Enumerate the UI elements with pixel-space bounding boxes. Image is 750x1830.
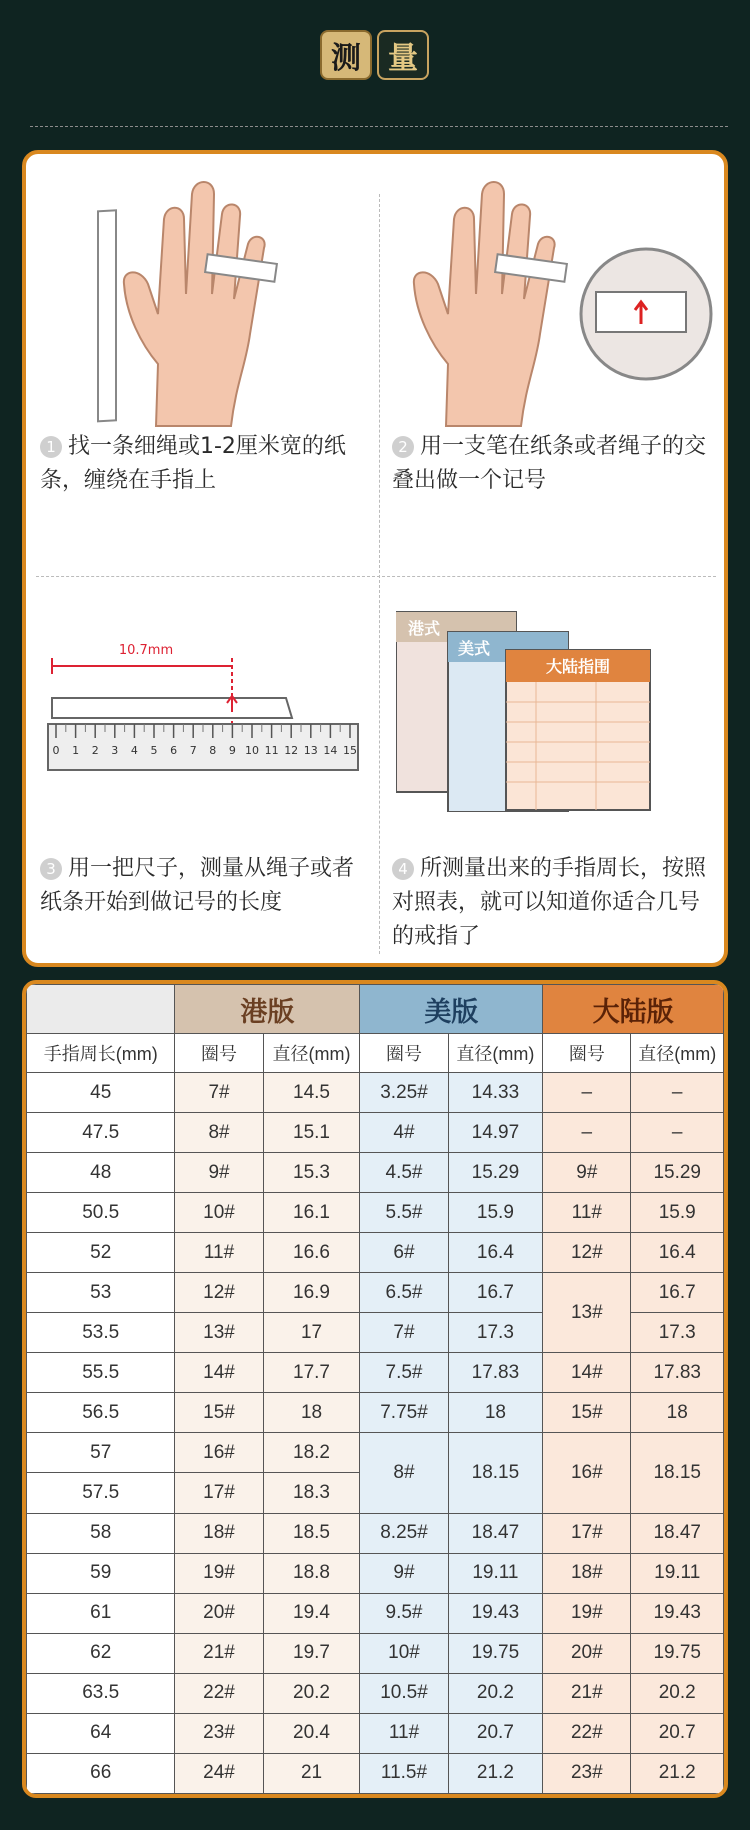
hk-size-cell: 10#: [175, 1193, 263, 1233]
ruler-tick-label: 4: [130, 744, 138, 757]
cn-diameter-cell: 16.7: [631, 1273, 724, 1313]
finger-length-cell: 58: [27, 1513, 175, 1553]
step-text: 所测量出来的手指周长，按照对照表，就可以知道你适合几号的戒指了: [392, 856, 707, 949]
cn-size-cell: 9#: [543, 1153, 631, 1193]
hk-size-cell: 9#: [175, 1153, 263, 1193]
hk-size-cell: 18#: [175, 1513, 263, 1553]
hk-diameter-cell: 15.1: [263, 1113, 360, 1153]
finger-length-cell: 52: [27, 1233, 175, 1273]
us-size-cell: 7.75#: [360, 1393, 448, 1433]
hk-size-cell: 8#: [175, 1113, 263, 1153]
cn-size-cell: 15#: [543, 1393, 631, 1433]
ruler-tick-label: 1: [72, 744, 80, 757]
table-row: [27, 1713, 724, 1753]
finger-length-cell: 55.5: [27, 1353, 175, 1393]
hand-icon: [414, 182, 555, 426]
col-cn-diameter: 直径(mm): [631, 1034, 724, 1073]
us-size-cell: 4.5#: [360, 1153, 448, 1193]
table-row: [27, 1633, 724, 1673]
us-size-cell: 9.5#: [360, 1593, 448, 1633]
hk-diameter-cell: 20.2: [263, 1673, 360, 1713]
step-3: [40, 852, 360, 920]
cn-size-cell: 16#: [543, 1433, 631, 1513]
finger-length-cell: 64: [27, 1713, 175, 1753]
table-row: [27, 1273, 724, 1313]
cn-size-cell: 17#: [543, 1513, 631, 1553]
ruler-tick-label: 3: [111, 744, 119, 757]
ruler-illustration: [46, 624, 366, 784]
hk-diameter-cell: 17: [263, 1313, 360, 1353]
hk-diameter-cell: 18.5: [263, 1513, 360, 1553]
hk-diameter-cell: 16.6: [263, 1233, 360, 1273]
us-size-cell: 8#: [360, 1433, 448, 1513]
finger-length-cell: 63.5: [27, 1673, 175, 1713]
hk-size-cell: 21#: [175, 1633, 263, 1673]
hk-diameter-cell: 18: [263, 1393, 360, 1433]
us-size-cell: 4#: [360, 1113, 448, 1153]
us-chart-label: 美式: [458, 639, 491, 658]
hk-size-cell: 23#: [175, 1713, 263, 1753]
finger-length-cell: 57.5: [27, 1473, 175, 1513]
table-row: [27, 1433, 724, 1473]
cn-size-cell: 21#: [543, 1673, 631, 1713]
finger-length-cell: 57: [27, 1433, 175, 1473]
us-diameter-cell: 17.3: [448, 1313, 543, 1353]
finger-length-cell: 56.5: [27, 1393, 175, 1433]
cn-diameter-cell: 18.47: [631, 1513, 724, 1553]
us-size-cell: 5.5#: [360, 1193, 448, 1233]
us-size-cell: 7#: [360, 1313, 448, 1353]
finger-length-cell: 61: [27, 1593, 175, 1633]
cn-diameter-cell: 19.75: [631, 1633, 724, 1673]
cn-diameter-cell: 15.29: [631, 1153, 724, 1193]
hk-size-cell: 20#: [175, 1593, 263, 1633]
step-number: 4: [392, 858, 414, 880]
size-charts-illustration: [396, 602, 716, 812]
header: [0, 0, 750, 120]
finger-length-cell: 59: [27, 1553, 175, 1593]
cn-size-cell: 11#: [543, 1193, 631, 1233]
finger-length-cell: 62: [27, 1633, 175, 1673]
cn-size-cell: –: [543, 1113, 631, 1153]
ruler-tick-label: 6: [170, 744, 178, 757]
table-row: [27, 1073, 724, 1113]
paper-strip-icon: [98, 210, 116, 421]
cn-size-cell: 14#: [543, 1353, 631, 1393]
cn-diameter-cell: 19.43: [631, 1593, 724, 1633]
table-row: [27, 1553, 724, 1593]
hk-diameter-cell: 18.3: [263, 1473, 360, 1513]
table-row: [27, 1193, 724, 1233]
ruler-tick-label: 14: [323, 744, 338, 757]
cn-diameter-cell: 17.83: [631, 1353, 724, 1393]
us-diameter-cell: 18.47: [448, 1513, 543, 1553]
us-diameter-cell: 19.75: [448, 1633, 543, 1673]
hk-size-cell: 11#: [175, 1233, 263, 1273]
us-size-cell: 7.5#: [360, 1353, 448, 1393]
us-size-cell: 6.5#: [360, 1273, 448, 1313]
hk-size-cell: 22#: [175, 1673, 263, 1713]
ruler-tick-label: 2: [91, 744, 99, 757]
title-char-2: 量: [377, 30, 429, 80]
table-row: [27, 1233, 724, 1273]
cn-diameter-cell: 18.15: [631, 1433, 724, 1513]
hk-size-cell: 19#: [175, 1553, 263, 1593]
step-number: 3: [40, 858, 62, 880]
hk-diameter-cell: 18.8: [263, 1553, 360, 1593]
finger-length-cell: 45: [27, 1073, 175, 1113]
table-row: [27, 1593, 724, 1633]
divider-horizontal: [36, 576, 716, 577]
table-row: [27, 1113, 724, 1153]
us-size-cell: 10#: [360, 1633, 448, 1673]
us-diameter-cell: 15.9: [448, 1193, 543, 1233]
col-finger-length: 手指周长(mm): [27, 1034, 175, 1073]
cn-diameter-cell: 18: [631, 1393, 724, 1433]
step-text: 找一条细绳或1-2厘米宽的纸条，缠绕在手指上: [40, 434, 346, 493]
group-cn: 大陆版: [543, 985, 724, 1034]
hk-diameter-cell: 20.4: [263, 1713, 360, 1753]
title-char-1: 测: [320, 30, 372, 80]
col-us-size: 圈号: [360, 1034, 448, 1073]
us-diameter-cell: 20.7: [448, 1713, 543, 1753]
us-diameter-cell: 21.2: [448, 1753, 543, 1793]
finger-length-cell: 50.5: [27, 1193, 175, 1233]
hk-size-cell: 12#: [175, 1273, 263, 1313]
instructions-card: [22, 150, 728, 967]
us-diameter-cell: 16.7: [448, 1273, 543, 1313]
ruler-tick-label: 8: [209, 744, 217, 757]
size-table: [22, 980, 728, 1798]
us-diameter-cell: 18.15: [448, 1433, 543, 1513]
hand-wrap-illustration: [46, 164, 366, 434]
cn-size-cell: 18#: [543, 1553, 631, 1593]
finger-length-cell: 66: [27, 1753, 175, 1793]
step-number: 1: [40, 436, 62, 458]
hk-size-cell: 7#: [175, 1073, 263, 1113]
hk-diameter-cell: 21: [263, 1753, 360, 1793]
header-divider: [30, 126, 728, 127]
step-4: [392, 852, 712, 954]
us-diameter-cell: 17.83: [448, 1353, 543, 1393]
us-diameter-cell: 16.4: [448, 1233, 543, 1273]
us-size-cell: 8.25#: [360, 1513, 448, 1553]
us-diameter-cell: 14.33: [448, 1073, 543, 1113]
hk-diameter-cell: 16.1: [263, 1193, 360, 1233]
ruler-tick-label: 13: [303, 744, 318, 757]
finger-length-cell: 47.5: [27, 1113, 175, 1153]
cn-diameter-cell: 16.4: [631, 1233, 724, 1273]
cn-chart-icon: [506, 650, 650, 810]
cn-diameter-cell: –: [631, 1073, 724, 1113]
col-cn-size: 圈号: [543, 1034, 631, 1073]
table-row: [27, 1753, 724, 1793]
ruler-tick-label: 9: [228, 744, 236, 757]
cn-chart-label: 大陆指围: [545, 657, 611, 676]
hk-size-cell: 17#: [175, 1473, 263, 1513]
hk-diameter-cell: 14.5: [263, 1073, 360, 1113]
cn-size-cell: 23#: [543, 1753, 631, 1793]
table-row: [27, 1393, 724, 1433]
us-size-cell: 11#: [360, 1713, 448, 1753]
cn-diameter-cell: 21.2: [631, 1753, 724, 1793]
ruler-tick-label: 15: [343, 744, 357, 757]
col-us-diameter: 直径(mm): [448, 1034, 543, 1073]
hk-diameter-cell: 17.7: [263, 1353, 360, 1393]
divider-vertical: [379, 194, 380, 954]
table-row: [27, 1513, 724, 1553]
cn-size-cell: 22#: [543, 1713, 631, 1753]
hk-size-cell: 15#: [175, 1393, 263, 1433]
finger-length-cell: 48: [27, 1153, 175, 1193]
table-row: [27, 1153, 724, 1193]
hk-size-cell: 24#: [175, 1753, 263, 1793]
us-diameter-cell: 19.11: [448, 1553, 543, 1593]
hk-size-cell: 14#: [175, 1353, 263, 1393]
finger-length-cell: 53: [27, 1273, 175, 1313]
table-row: [27, 1353, 724, 1393]
hk-diameter-cell: 16.9: [263, 1273, 360, 1313]
cn-size-cell: 12#: [543, 1233, 631, 1273]
hk-chart-label: 港式: [408, 619, 441, 638]
hk-diameter-cell: 18.2: [263, 1433, 360, 1473]
hk-diameter-cell: 15.3: [263, 1153, 360, 1193]
step-2: [392, 430, 712, 498]
cn-size-cell: 20#: [543, 1633, 631, 1673]
group-us: 美版: [360, 985, 543, 1034]
us-size-cell: 10.5#: [360, 1673, 448, 1713]
cn-diameter-cell: 17.3: [631, 1313, 724, 1353]
corner-cell: [27, 985, 175, 1034]
ruler-tick-label: 12: [284, 744, 299, 757]
us-size-cell: 6#: [360, 1233, 448, 1273]
col-hk-size: 圈号: [175, 1034, 263, 1073]
cn-size-cell: 13#: [543, 1273, 631, 1353]
ruler-tick-label: 7: [189, 744, 197, 757]
hk-diameter-cell: 19.4: [263, 1593, 360, 1633]
table-row: [27, 1673, 724, 1713]
us-diameter-cell: 19.43: [448, 1593, 543, 1633]
us-diameter-cell: 18: [448, 1393, 543, 1433]
hand-mark-illustration: [391, 164, 721, 434]
ruler-tick-label: 10: [245, 744, 259, 757]
us-size-cell: 3.25#: [360, 1073, 448, 1113]
us-diameter-cell: 14.97: [448, 1113, 543, 1153]
step-1: [40, 430, 360, 498]
step-number: 2: [392, 436, 414, 458]
step-text: 用一把尺子，测量从绳子或者纸条开始到做记号的长度: [40, 856, 355, 915]
us-size-cell: 11.5#: [360, 1753, 448, 1793]
ruler-tick-label: 0: [52, 744, 60, 757]
cn-diameter-cell: 20.2: [631, 1673, 724, 1713]
group-hk: 港版: [175, 985, 360, 1034]
hand-icon: [124, 182, 265, 426]
finger-length-cell: 53.5: [27, 1313, 175, 1353]
cn-size-cell: 19#: [543, 1593, 631, 1633]
cn-size-cell: –: [543, 1073, 631, 1113]
cn-diameter-cell: 15.9: [631, 1193, 724, 1233]
hk-diameter-cell: 19.7: [263, 1633, 360, 1673]
us-diameter-cell: 15.29: [448, 1153, 543, 1193]
step-text: 用一支笔在纸条或者绳子的交叠出做一个记号: [392, 434, 707, 493]
hk-size-cell: 13#: [175, 1313, 263, 1353]
ruler-tick-label: 5: [150, 744, 158, 757]
paper-strip-icon: [52, 698, 292, 718]
measure-label: 10.7mm: [118, 643, 174, 658]
us-size-cell: 9#: [360, 1553, 448, 1593]
us-diameter-cell: 20.2: [448, 1673, 543, 1713]
cn-diameter-cell: –: [631, 1113, 724, 1153]
cn-diameter-cell: 20.7: [631, 1713, 724, 1753]
col-hk-diameter: 直径(mm): [263, 1034, 360, 1073]
ruler-tick-label: 11: [264, 744, 279, 757]
hk-size-cell: 16#: [175, 1433, 263, 1473]
cn-diameter-cell: 19.11: [631, 1553, 724, 1593]
